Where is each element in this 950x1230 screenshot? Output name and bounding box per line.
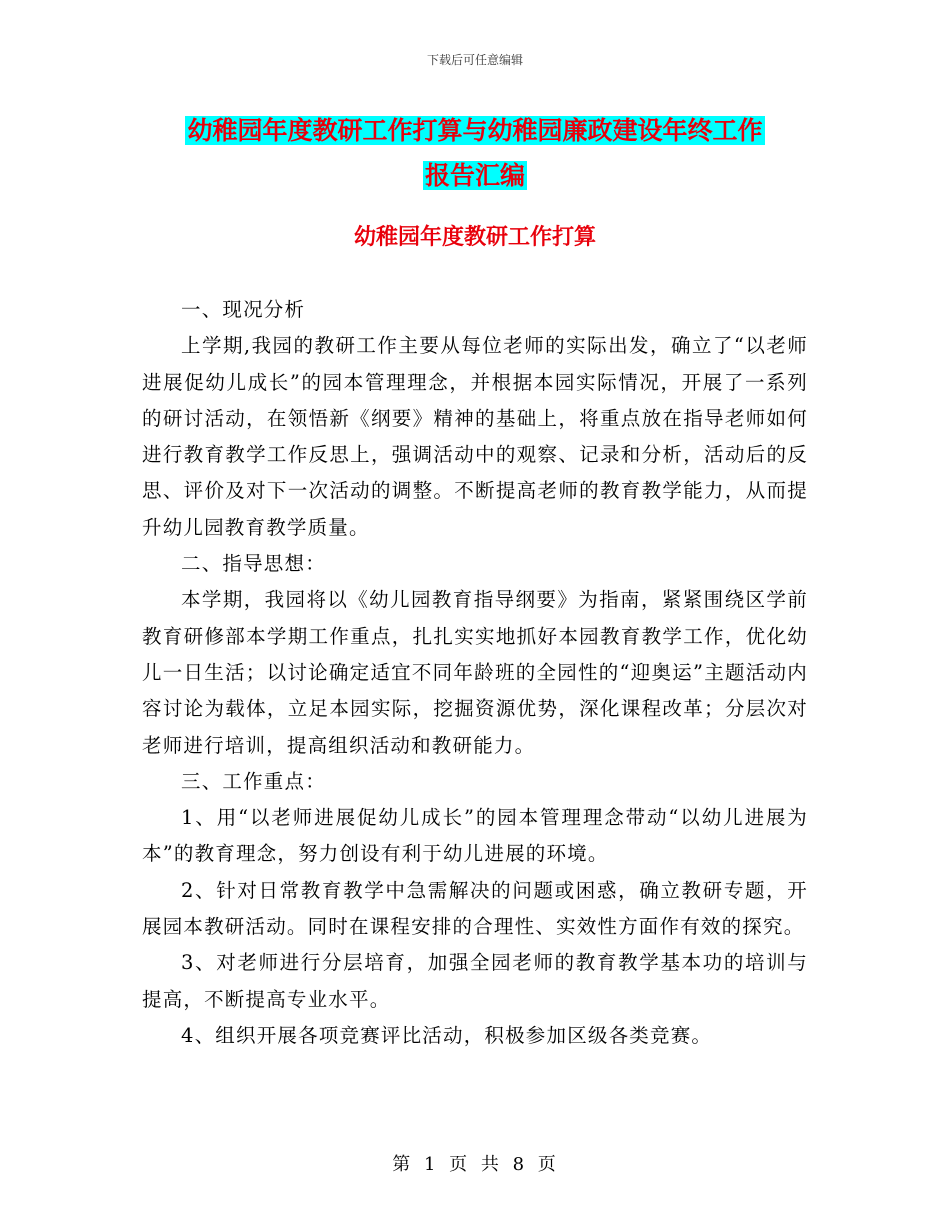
work-focus-item-1: 1、用“以老师进展促幼儿成长”的园本管理理念带动“以幼儿进展为本”的教育理念，努力创设有利于幼儿进展的环境。 <box>142 806 808 866</box>
section-title: 幼稚园年度教研工作打算 <box>353 224 596 250</box>
work-focus-item-2: 2、针对日常教育教学中急需解决的问题或困惑，确立教研专题，开展园本教研活动。同时在课程安排的合理性、实效性方面作有效的探究。 <box>142 878 808 939</box>
paragraph-current-analysis: 上学期,我园的教研工作主要从每位老师的实际出发，确立了“以老师进展促幼儿成长”的园本管理理念，并根据本园实际情况，开展了一系列的研讨活动，在领悟新《纲要》精神的基础上，将重点放在指导老师如何进行教育教学工作反思上，强调活动中的观察、记录和分析，活动后的反思、评价及对下一次活动的调整。不断提高老师的教育教学能力，从而提升幼儿园教育教学质量。 <box>142 334 808 539</box>
heading-current-analysis: 一、现况分析 <box>181 298 306 321</box>
page-footer: 第 1 页 共 8 页 <box>392 1154 558 1175</box>
work-focus-item-3: 3、对老师进行分层培育，加强全园老师的教育教学基本功的培训与提高，不断提高专业水平。 <box>142 951 808 1011</box>
paragraph-guiding-thought: 本学期，我园将以《幼儿园教育指导纲要》为指南，紧紧围绕区学前教育研修部本学期工作重点，扎扎实实地抓好本园教育教学工作，优化幼儿一日生活；以讨论确定适宜不同年龄班的全园性的“迎奥运”主题活动内容讨论为载体，立足本园实际，挖掘资源优势，深化课程改革；分层次对老师进行培训，提高组织活动和教研能力。 <box>142 588 808 757</box>
heading-guiding-thought: 二、指导思想： <box>181 552 326 576</box>
document-body <box>142 292 808 1054</box>
document-title-line-1: 幼稚园年度教研工作打算与幼稚园廉政建设年终工作 <box>187 116 763 145</box>
document-title-line-2: 报告汇编 <box>424 161 525 190</box>
heading-work-focus: 三、工作重点： <box>181 769 326 793</box>
document-title <box>0 108 950 198</box>
page-header-note: 下载后可任意编辑 <box>426 53 523 67</box>
work-focus-item-4: 4、组织开展各项竞赛评比活动，积极参加区级各类竞赛。 <box>181 1023 713 1047</box>
